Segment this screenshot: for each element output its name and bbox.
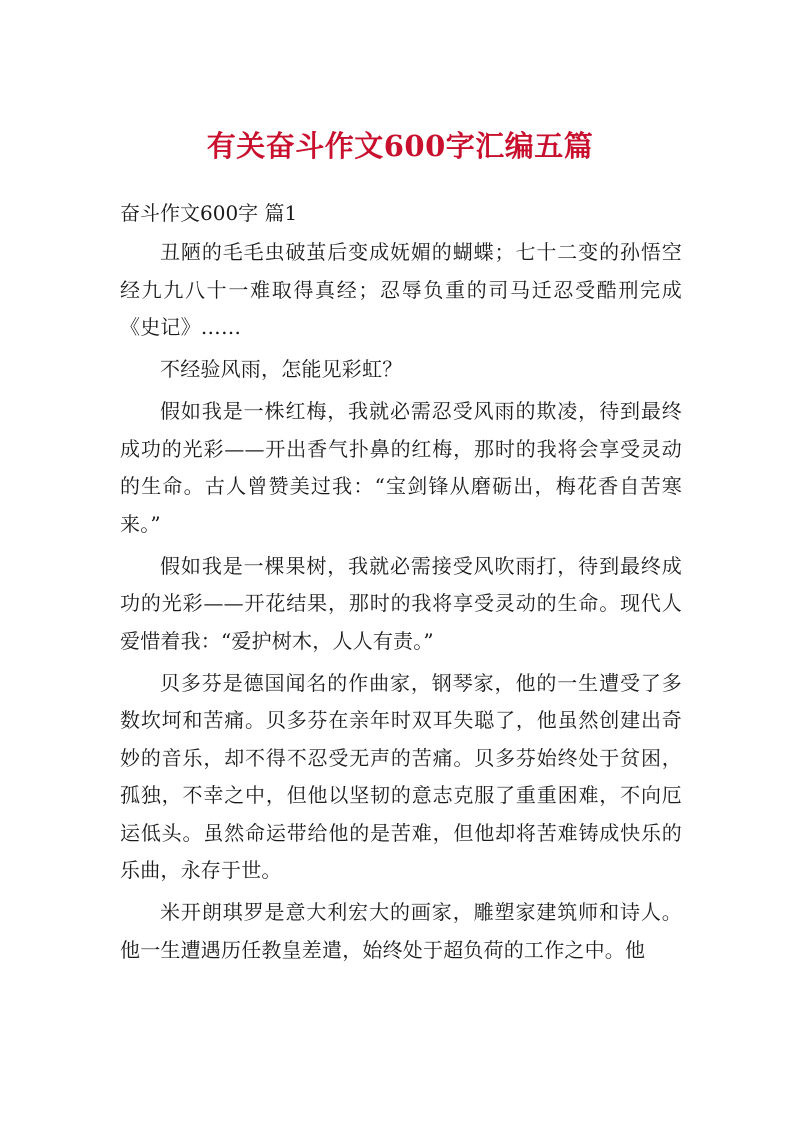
paragraph-4: 假如我是一棵果树，我就必需接受风吹雨打，待到最终成功的光彩——开花结果，那时的我将享受灵动的生命。现代人爱惜着我：“爱护树木，人人有责。” (120, 553, 682, 653)
paragraph-5: 贝多芬是德国闻名的作曲家，钢琴家，他的一生遭受了多数坎坷和苦痛。贝多芬在亲年时双耳失聪了，他虽然创建出奇妙的音乐，却不得不忍受无声的苦痛。贝多芬始终处于贫困，孤独，不幸之中，但他以坚韧的意志克服了重重困难，不向厄运低头。虽然命运带给他的是苦难，但他却将苦难铸成快乐的乐曲，永存于世。 (120, 670, 682, 882)
paragraph-1: 丑陋的毛毛虫破茧后变成妩媚的蝴蝶；七十二变的孙悟空经九九八十一难取得真经；忍辱负重的司马迁忍受酷刑完成《史记》…… (120, 240, 682, 339)
document-body (120, 234, 682, 974)
paragraph-3: 假如我是一株红梅，我就必需忍受风雨的欺凌，待到最终成功的光彩——开出香气扑鼻的红梅，那时的我将会享受灵动的生命。古人曾赞美过我：“宝剑锋从磨砺出，梅花香自苦寒来。” (120, 399, 682, 536)
paragraph-6: 米开朗琪罗是意大利宏大的画家，雕塑家建筑师和诗人。他一生遭遇历任教皇差遣，始终处于超负荷的工作之中。他 (120, 900, 682, 962)
paragraph-2: 不经验风雨，怎能见彩虹？ (160, 357, 403, 381)
document-title: 有关奋斗作文600字汇编五篇 (206, 129, 594, 163)
section-heading: 奋斗作文600字 篇1 (120, 201, 298, 225)
